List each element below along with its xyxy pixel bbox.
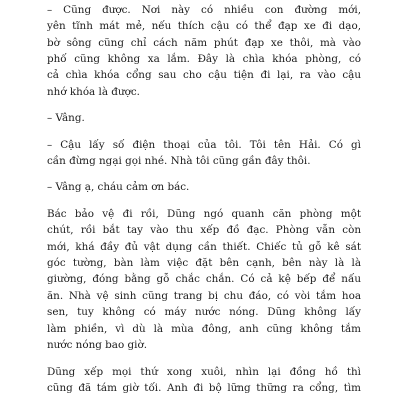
text-line: cả chìa khóa cổng sau cho cậu tiện đi lại, ra vào cậu bbox=[47, 69, 361, 82]
text-line: – Cũng được. Nơi này có nhiều con đường mới, bbox=[47, 3, 361, 16]
text-line: sen, tuy không có máy nước nóng. Dũng không lấy bbox=[47, 306, 361, 319]
text-line: cũng đã tám giờ tối. Anh đi bộ lững thững ra cổng, tìm bbox=[47, 382, 361, 394]
text-line: ăn. Nhà vệ sinh cũng trang bị chu đáo, có vòi tắm hoa bbox=[47, 289, 361, 302]
text-line: nước nóng bao giờ. bbox=[47, 339, 147, 352]
text-line: – Vâng ạ, cháu cảm ơn bác. bbox=[47, 181, 190, 194]
text-line: nhớ khóa là được. bbox=[47, 85, 140, 98]
text-line: yên tĩnh mát mẻ, nếu thích cậu có thể đạp xe đi dạo, bbox=[47, 20, 361, 33]
text-line: chút, rồi bắt tay vào thu xếp đồ đạc. Phòng vẫn còn bbox=[47, 224, 361, 237]
text-line: cần đừng ngại gọi nhé. Nhà tôi cũng gần đây thôi. bbox=[47, 155, 311, 167]
text-line: góc tường, bàn làm việc đặt bên cạnh, bên này là là bbox=[47, 257, 361, 269]
text-line: làm phiền, vì dù là mùa đông, anh cũng không tắm bbox=[47, 322, 361, 335]
text-line: Dũng xếp mọi thứ xong xuôi, nhìn lại đồng hồ thì bbox=[47, 365, 361, 378]
text-line: mới, khá đầy đủ vật dụng cần thiết. Chiếc tủ gỗ kê sát bbox=[47, 240, 361, 253]
text-line: phố cũng không xa lắm. Đây là chìa khóa phòng, có bbox=[47, 53, 361, 65]
text-line: bờ sông cũng chỉ cách năm phút đạp xe thôi, mà vào bbox=[47, 36, 361, 49]
text-line: giường, đóng bằng gỗ chắc chắn. Có cả kệ bếp để nấu bbox=[47, 273, 361, 286]
text-line: Bác bảo vệ đi rồi, Dũng ngó quanh căn phòng một bbox=[47, 207, 361, 220]
text-line: – Vâng. bbox=[47, 112, 85, 125]
text-line: – Cậu lấy số điện thoại của tôi. Tôi tên Hải. Có gì bbox=[47, 138, 361, 151]
